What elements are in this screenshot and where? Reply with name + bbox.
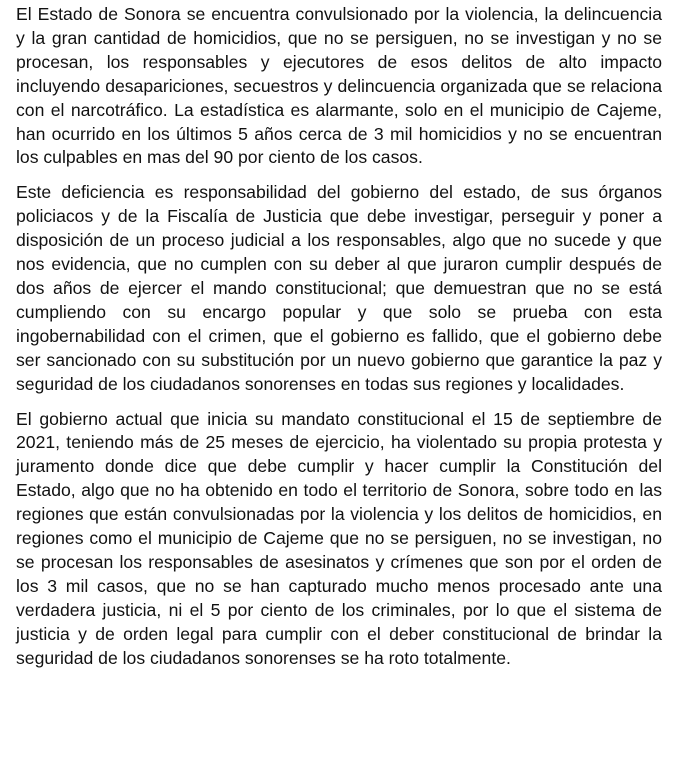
paragraph-3: El gobierno actual que inicia su mandato constitucional el 15 de septiembre de 2021, teniendo más de 25 meses de ejercicio, ha violentado su propia protesta y juramento donde dice que debe cumplir y hacer cumplir la Constitución del Estado, algo que no ha obtenido en todo el territorio de Sonora, sobre todo en las regiones que están convulsionadas por la violencia y los delitos de homicidios, en regiones como el municipio de Cajeme que no se persiguen, no se investigan, no se procesan los responsables de asesinatos y crímenes que son por el orden de los 3 mil casos, que no se han capturado mucho menos procesado ante una verdadera justicia, ni el 5 por ciento de los criminales, por lo que el sistema de justicia y de orden legal para cumplir con el deber constitucional de brindar la seguridad de los ciudadanos sonorenses se ha roto totalmente. bbox=[16, 408, 662, 668]
paragraph-2: Este deficiencia es responsabilidad del gobierno del estado, de sus órganos policiacos y de la Fiscalía de Justicia que debe investigar, perseguir y poner a disposición de un proceso judicial a los responsables, algo que no sucede y que nos evidencia, que no cumplen con su deber al que juraron cumplir después de dos años de ejercer el mando constitucional; que demuestran que no se está cumpliendo con su encargo popular y que solo se prueba con esta ingobernabilidad con el crimen, que el gobierno es fallido, que el gobierno debe ser sancionado con su substitución por un nuevo gobierno que garantice la paz y seguridad de los ciudadanos sonorenses en todas sus regiones y localidades. bbox=[16, 182, 662, 394]
paragraph-1: El Estado de Sonora se encuentra convulsionado por la violencia, la delincuencia y la gran cantidad de homicidios, que no se persiguen, no se investigan y no se procesan, los responsables y ejecutores de esos delitos de alto impacto incluyendo desapariciones, secuestros y delincuencia organizada que se relaciona con el narcotráfico. La estadística es alarmante, solo en el municipio de Cajeme, han ocurrido en los últimos 5 años cerca de 3 mil homicidios y no se encuentran los culpables en mas del 90 por ciento de los casos. bbox=[16, 4, 662, 168]
document-body bbox=[16, 3, 662, 670]
